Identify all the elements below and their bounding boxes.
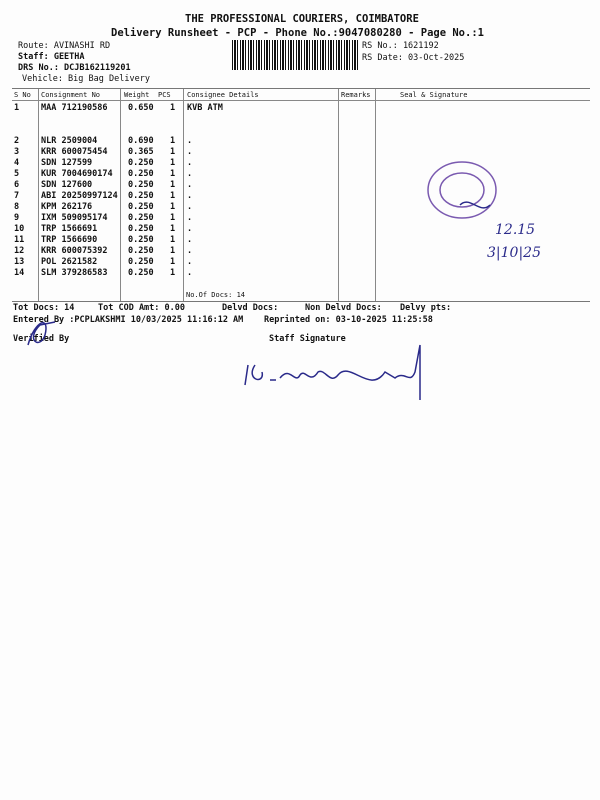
cell-consignment-no: SLM 379286583: [41, 268, 108, 278]
col-sno: S No: [14, 91, 31, 99]
cell-pcs: 1: [170, 147, 176, 157]
rs-date: RS Date: 03-Oct-2025: [362, 53, 465, 63]
staff: Staff: GEETHA: [18, 52, 85, 62]
cell-weight: 0.365: [128, 147, 154, 157]
cell-pcs: 1: [170, 103, 176, 113]
non-delivered-docs: Non Delvd Docs:: [305, 303, 382, 313]
cell-weight: 0.250: [128, 224, 154, 234]
cell-consignee: .: [187, 246, 193, 256]
cell-sno: 1: [14, 103, 20, 113]
cell-weight: 0.250: [128, 180, 154, 190]
staff-signature: [245, 345, 420, 400]
cell-weight: 0.690: [128, 136, 154, 146]
cell-consignment-no: TRP 1566690: [41, 235, 98, 245]
cell-consignment-no: KRR 600075454: [41, 147, 108, 157]
reprinted-on: Reprinted on: 03-10-2025 11:25:58: [264, 315, 433, 325]
cell-sno: 8: [14, 202, 20, 212]
cell-weight: 0.250: [128, 202, 154, 212]
cell-weight: 0.250: [128, 169, 154, 179]
cell-consignment-no: KUR 7004690174: [41, 169, 113, 179]
col-seal-signature: Seal & Signature: [400, 91, 468, 99]
cell-sno: 9: [14, 213, 20, 223]
cell-consignee: .: [187, 202, 193, 212]
route: Route: AVINASHI RD: [18, 41, 111, 51]
cell-weight: 0.250: [128, 235, 154, 245]
cell-consignee: .: [187, 136, 193, 146]
cell-pcs: 1: [170, 191, 176, 201]
cell-consignee: .: [187, 191, 193, 201]
staff-signature-label: Staff Signature: [269, 334, 346, 344]
cell-pcs: 1: [170, 268, 176, 278]
delivery-points: Delvy pts:: [400, 303, 452, 313]
cell-sno: 12: [14, 246, 25, 256]
cell-pcs: 1: [170, 235, 176, 245]
delivered-docs: Delvd Docs:: [222, 303, 279, 313]
no-of-docs: No.Of Docs: 14: [186, 291, 246, 299]
verified-by: Verified By: [13, 334, 70, 344]
cell-consignment-no: IXM 509095174: [41, 213, 108, 223]
runsheet-subtitle: Delivery Runsheet - PCP - Phone No.:9047080280 - Page No.:1: [111, 27, 484, 39]
col-pcs: PCS: [158, 91, 171, 99]
cell-pcs: 1: [170, 169, 176, 179]
cell-consignment-no: KPM 262176: [41, 202, 93, 212]
cell-sno: 10: [14, 224, 25, 234]
cell-consignment-no: MAA 712190586: [41, 103, 108, 113]
cell-consignee: .: [187, 224, 193, 234]
cell-weight: 0.250: [128, 158, 154, 168]
cell-sno: 4: [14, 158, 20, 168]
cell-sno: 11: [14, 235, 25, 245]
cell-sno: 5: [14, 169, 20, 179]
verifier-initials: [28, 322, 55, 345]
handwritten-date: 3|10|25: [487, 245, 541, 261]
cell-consignee: KVB ATM: [187, 103, 223, 113]
cell-consignee: .: [187, 180, 193, 190]
cell-consignment-no: POL 2621582: [41, 257, 98, 267]
cell-pcs: 1: [170, 136, 176, 146]
col-weight: Weight: [124, 91, 150, 99]
drs-number: DRS No.: DCJB162119201: [18, 63, 131, 73]
rs-number: RS No.: 1621192: [362, 41, 439, 51]
entered-by: Entered By :PCPLAKSHMI 10/03/2025 11:16:12 AM: [13, 315, 244, 325]
cell-consignee: .: [187, 213, 193, 223]
cell-weight: 0.250: [128, 268, 154, 278]
cell-sno: 14: [14, 268, 25, 278]
cell-consignment-no: NLR 2509004: [41, 136, 98, 146]
cell-pcs: 1: [170, 224, 176, 234]
cell-consignee: .: [187, 268, 193, 278]
cell-consignee: .: [187, 235, 193, 245]
cell-consignment-no: ABI 20250997124: [41, 191, 118, 201]
cell-consignment-no: TRP 1566691: [41, 224, 98, 234]
cell-weight: 0.250: [128, 246, 154, 256]
cell-pcs: 1: [170, 180, 176, 190]
cell-weight: 0.250: [128, 257, 154, 267]
bank-stamp: [428, 162, 496, 218]
cell-pcs: 1: [170, 202, 176, 212]
cell-consignee: .: [187, 147, 193, 157]
cell-pcs: 1: [170, 246, 176, 256]
cell-sno: 7: [14, 191, 20, 201]
col-consignment: Consignment No: [41, 91, 101, 99]
cell-pcs: 1: [170, 158, 176, 168]
cell-consignment-no: SDN 127600: [41, 180, 93, 190]
cell-sno: 3: [14, 147, 20, 157]
cell-consignment-no: KRR 600075392: [41, 246, 108, 256]
cell-pcs: 1: [170, 257, 176, 267]
cell-sno: 2: [14, 136, 20, 146]
col-consignee: Consignee Details: [187, 91, 259, 99]
company-title: THE PROFESSIONAL COURIERS, COIMBATORE: [185, 13, 419, 25]
cell-consignee: .: [187, 169, 193, 179]
cell-consignee: .: [187, 257, 193, 267]
handwritten-time: 12.15: [495, 222, 536, 238]
cell-weight: 0.250: [128, 213, 154, 223]
cell-sno: 6: [14, 180, 20, 190]
cell-consignee: .: [187, 158, 193, 168]
cell-pcs: 1: [170, 213, 176, 223]
cell-weight: 0.650: [128, 103, 154, 113]
cell-consignment-no: SDN 127599: [41, 158, 93, 168]
tot-docs: Tot Docs: 14: [13, 303, 75, 313]
tot-cod-amount: Tot COD Amt: 0.00: [98, 303, 185, 313]
vehicle: Vehicle: Big Bag Delivery: [22, 74, 150, 84]
cell-weight: 0.250: [128, 191, 154, 201]
cell-sno: 13: [14, 257, 25, 267]
col-remarks: Remarks: [341, 91, 371, 99]
